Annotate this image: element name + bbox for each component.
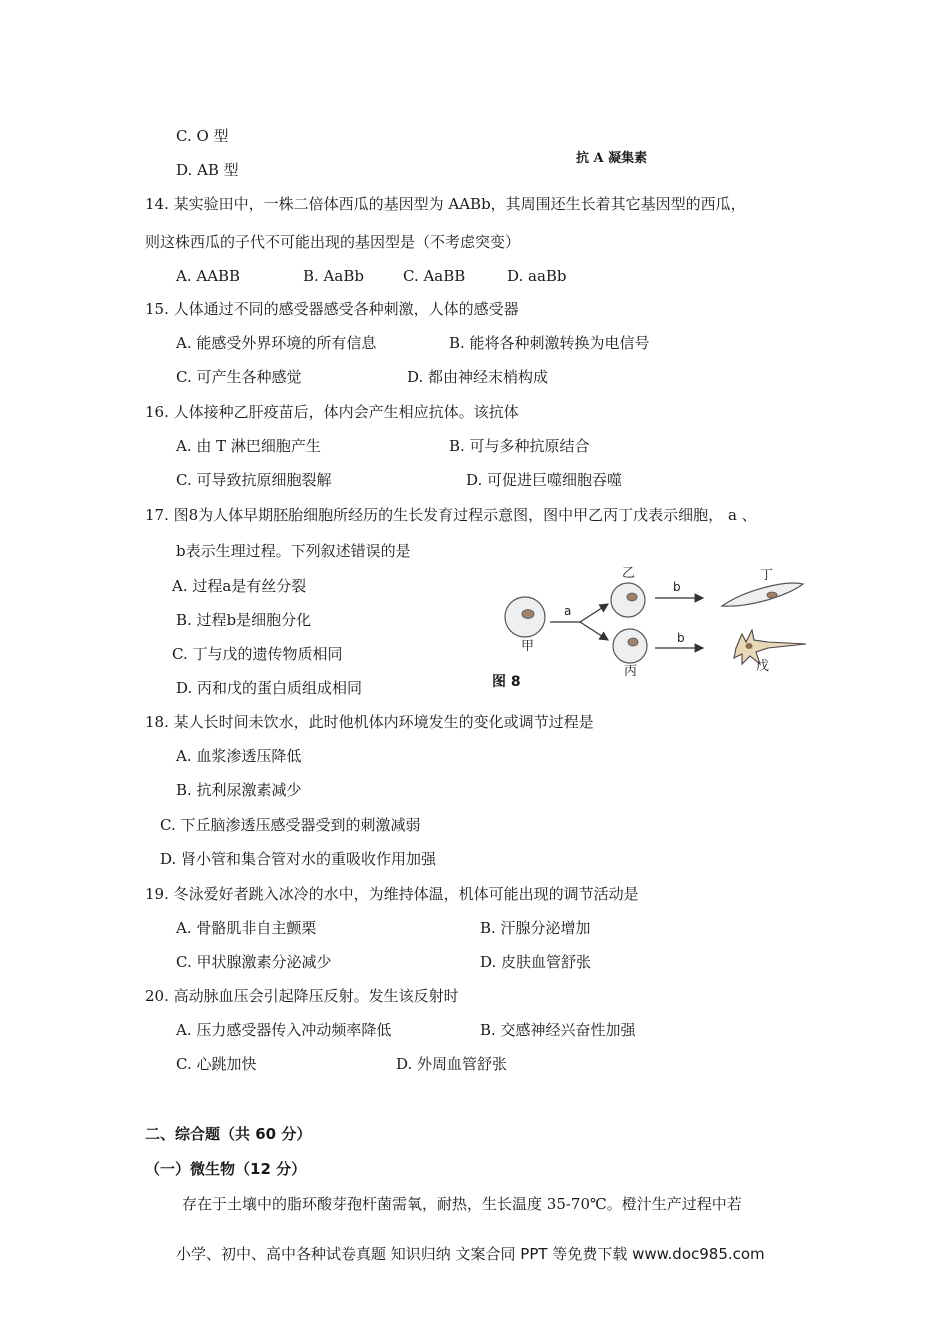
q14-stem-cont: 则这株西瓜的子代不可能出现的基因型是（不考虑突变） <box>145 233 521 251</box>
q20-option-a: A. 压力感受器传入冲动频率降低 <box>176 1021 392 1039</box>
label-a: a <box>564 604 572 618</box>
label-b-bottom: b <box>677 631 685 645</box>
q16-option-d: D. 可促进巨噬细胞吞噬 <box>466 471 623 489</box>
section-2-paragraph: 存在于土壤中的脂环酸芽孢杆菌需氧，耐热，生长温度 35-70℃。橙汁生产过程中若 <box>182 1195 742 1213</box>
label-bing: 丙 <box>624 664 638 679</box>
q18-option-c: C. 下丘脑渗透压感受器受到的刺激减弱 <box>160 816 421 834</box>
arrow-a-down <box>580 622 608 640</box>
section-2-sub1: （一）微生物（12 分） <box>145 1160 307 1178</box>
q15-option-b: B. 能将各种刺激转换为电信号 <box>449 334 650 352</box>
q19-stem: 19. 冬泳爱好者跳入冰冷的水中，为维持体温，机体可能出现的调节活动是 <box>145 885 639 903</box>
q13-option-c: C. O 型 <box>176 127 229 145</box>
cell-ding <box>722 583 803 606</box>
q13-option-d: D. AB 型 <box>176 161 239 179</box>
q17-option-b: B. 过程b是细胞分化 <box>176 611 312 629</box>
q19-option-b: B. 汗腺分泌增加 <box>480 919 591 937</box>
q17-option-c: C. 丁与戊的遗传物质相同 <box>172 645 343 663</box>
label-jia: 甲 <box>521 639 535 654</box>
q19-option-c: C. 甲状腺激素分泌减少 <box>176 953 332 971</box>
q17-option-a: A. 过程a是有丝分裂 <box>172 577 307 595</box>
label-ding: 丁 <box>760 568 774 583</box>
q14-option-a: A. AABB <box>176 267 241 285</box>
cell-wu <box>734 630 806 664</box>
q19-option-d: D. 皮肤血管舒张 <box>480 953 592 971</box>
figure-8 <box>490 560 820 695</box>
q14-option-c: C. AaBB <box>403 267 466 285</box>
cell-yi <box>611 583 645 617</box>
q16-option-c: C. 可导致抗原细胞裂解 <box>176 471 332 489</box>
label-b-top: b <box>673 580 681 594</box>
q14-option-d: D. aaBb <box>507 267 567 285</box>
q13-figure-label: 抗 A 凝集素 <box>576 151 648 166</box>
arrow-a-up <box>580 604 608 622</box>
q17-option-d: D. 丙和戊的蛋白质组成相同 <box>176 679 363 697</box>
q18-stem: 18. 某人长时间未饮水，此时他机体内环境发生的变化或调节过程是 <box>145 713 594 731</box>
q15-option-d: D. 都由神经末梢构成 <box>407 368 549 386</box>
cell-bing <box>613 629 647 663</box>
page-footer: 小学、初中、高中各种试卷真题 知识归纳 文案合同 PPT 等免费下载 www.doc985.com <box>176 1245 765 1263</box>
q16-option-b: B. 可与多种抗原结合 <box>449 437 590 455</box>
cell-jia <box>505 597 545 637</box>
q15-option-a: A. 能感受外界环境的所有信息 <box>176 334 377 352</box>
q15-stem: 15. 人体通过不同的感受器感受各种刺激，人体的感受器 <box>145 300 519 318</box>
q20-option-b: B. 交感神经兴奋性加强 <box>480 1021 636 1039</box>
q16-stem: 16. 人体接种乙肝疫苗后，体内会产生相应抗体。该抗体 <box>145 403 519 421</box>
q16-option-a: A. 由 T 淋巴细胞产生 <box>176 437 321 455</box>
figure-8-caption: 图 8 <box>492 674 521 690</box>
q17-stem-cont: b表示生理过程。下列叙述错误的是 <box>176 542 411 560</box>
q18-option-a: A. 血浆渗透压降低 <box>176 747 302 765</box>
q20-option-c: C. 心跳加快 <box>176 1055 257 1073</box>
q14-option-b: B. AaBb <box>303 267 364 285</box>
q17-stem: 17. 图8为人体早期胚胎细胞所经历的生长发育过程示意图，图中甲乙丙丁戊表示细胞， a 、 <box>145 506 757 524</box>
label-yi: 乙 <box>622 566 636 581</box>
q20-stem: 20. 高动脉血压会引起降压反射。发生该反射时 <box>145 987 459 1005</box>
q20-option-d: D. 外周血管舒张 <box>396 1055 508 1073</box>
q14-stem: 14. 某实验田中，一株二倍体西瓜的基因型为 AABb，其周围还生长着其它基因型的西瓜， <box>145 195 746 213</box>
q15-option-c: C. 可产生各种感觉 <box>176 368 302 386</box>
q19-option-a: A. 骨骼肌非自主颤栗 <box>176 919 317 937</box>
label-wu: 戊 <box>756 659 770 674</box>
section-2-title: 二、综合题（共 60 分） <box>145 1125 312 1143</box>
q18-option-b: B. 抗利尿激素减少 <box>176 781 302 799</box>
q18-option-d: D. 肾小管和集合管对水的重吸收作用加强 <box>160 850 437 868</box>
